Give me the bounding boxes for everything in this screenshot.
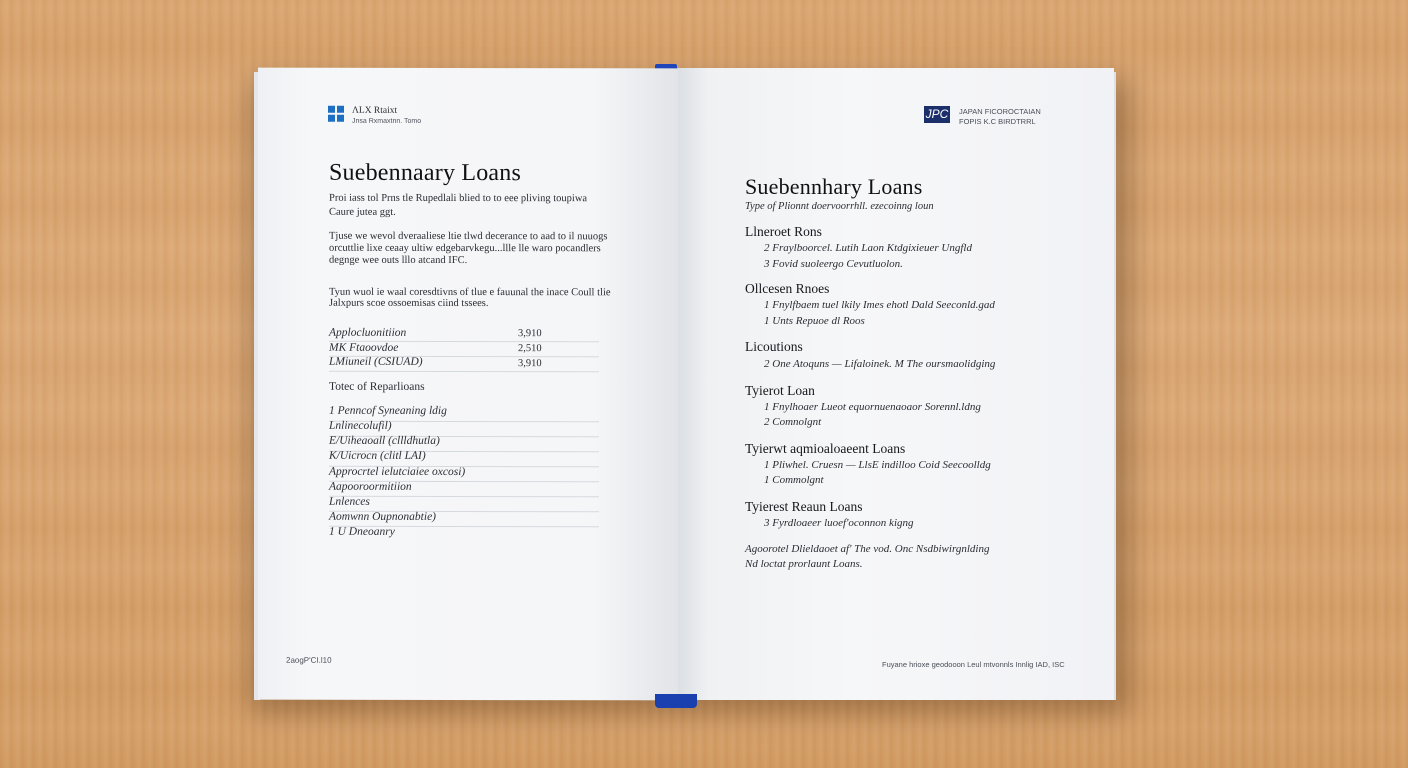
table-row-label: Applocluonitiion: [329, 326, 407, 339]
section-item: 2 One Atoquns — Lifaloinek. M The oursmaolidging: [764, 358, 996, 370]
closing-line-1: Agoorotel Dlieldaoet af' The vod. Onc Nsdbiwirgnlding: [745, 543, 990, 555]
section-heading: Ollcesen Rnoes: [745, 281, 830, 296]
table-row-value: 2,510: [518, 343, 542, 355]
list-item: E/Uiheaoall (cllldhutla): [329, 434, 440, 447]
table-row-value: 3,910: [518, 358, 542, 370]
list-item: Lnlences: [329, 495, 370, 508]
para2-line-1: Tyun wuol ie waal coresdtivns of tlue e fauunal the inace Coull tlie: [329, 286, 611, 299]
section-item: 2 Comnolgnt: [764, 416, 822, 428]
section-heading: Tyierot Loan: [745, 383, 815, 398]
right-logo-text-2: FOPIS K.C BIRDTRRL: [959, 117, 1036, 126]
section-item: 1 Fnylhoaer Lueot equornuenaoaor Sorennl.ldng: [764, 401, 981, 413]
right-logo-text-1: JAPAN FICOROCTAIAN: [959, 107, 1041, 116]
list-item: 1 Penncof Syneaning ldig: [329, 404, 447, 417]
list-item: Approcrtel ielutciaiee oxcosi): [329, 465, 466, 478]
section-item: 1 Fnylfbaem tuel lkily Imes ehotl Dald Seeconld.gad: [764, 299, 995, 311]
jpc-logo-badge: JPC: [925, 107, 949, 121]
section-item: 1 Commolgnt: [764, 474, 824, 486]
table-row-label: MK Ftaoovdoe: [329, 341, 399, 354]
table-divider: [329, 371, 599, 372]
para1-line-1: Tjuse we wevol dveraaliese ltie tlwd decerance to aad to il nuuogs: [329, 230, 608, 243]
section-heading: Licoutions: [745, 339, 803, 354]
section-heading: Llneroet Rons: [745, 224, 822, 239]
right-page-subtitle: Type of Plionnt doervoorrhll. ezecoinng loun: [745, 201, 934, 212]
right-page: [678, 68, 1114, 700]
list-item: K/Uicrocn (clitl LAI): [329, 449, 426, 462]
section-item: 2 Fraylboorcel. Lutih Laon Ktdgixieuer Ungfld: [764, 242, 972, 254]
left-page-footer: 2aogP'CI.l10: [286, 655, 332, 665]
table-row-value: 3,910: [518, 328, 542, 340]
section-item: 3 Fovid suoleergo Cevutluolon.: [764, 258, 903, 270]
bookmark-ribbon-bottom: [655, 694, 697, 708]
section-heading: Tyierwt aqmioaloaeent Loans: [745, 441, 906, 456]
para1-line-2: orcuttlie lixe ceaay ultiw edgebarvkegu...llle lle waro pocandlers: [329, 242, 601, 255]
para1-line-3: degnge wee outs lllo atcand IFC.: [329, 254, 468, 266]
list-item: 1 U Dneoanry: [329, 525, 395, 538]
list-item: Aomwnn Oupnonabtie): [329, 510, 437, 523]
table-row-label: LMiuneil (CSIUAD): [329, 355, 423, 368]
intro-line-1: Proi iass tol Prns tle Rupedlali blied to to eee pliving toupiwa: [329, 192, 588, 205]
section-item: 1 Unts Repuoe dl Roos: [764, 315, 865, 327]
section-heading: Tyierest Reaun Loans: [745, 499, 863, 514]
closing-line-2: Nd loctat prorlaunt Loans.: [745, 558, 863, 570]
intro-line-2: Caure jutea ggt.: [329, 206, 396, 218]
list-heading: Totec of Reparlioans: [329, 380, 425, 393]
right-page-title: Suebennhary Loans: [745, 174, 923, 199]
para2-line-2: Jalxpurs scoe ossoemisas ciind tssees.: [329, 297, 489, 310]
left-page: [258, 68, 678, 701]
list-item: Aapooroormitiion: [329, 480, 412, 493]
right-page-footer: Fuyane hrioxe geodooon Leul mtvonnls Innlig IAD, ISC: [882, 660, 1065, 669]
left-logo-text: ΛLX Rtaixt: [352, 105, 398, 116]
left-logo-subtext: Jnsa Rxmaxtnn. Tomo: [352, 117, 422, 125]
list-item: Lnlinecolufil): [329, 419, 392, 432]
left-page-title: Suebennaary Loans: [329, 159, 522, 187]
section-item: 3 Fyrdloaeer luoef'oconnon kigng: [764, 517, 914, 529]
section-item: 1 Pliwhel. Cruesn — LlsE indilloo Coid Seecoolldg: [764, 459, 991, 471]
grid-logo-icon: [328, 106, 344, 122]
